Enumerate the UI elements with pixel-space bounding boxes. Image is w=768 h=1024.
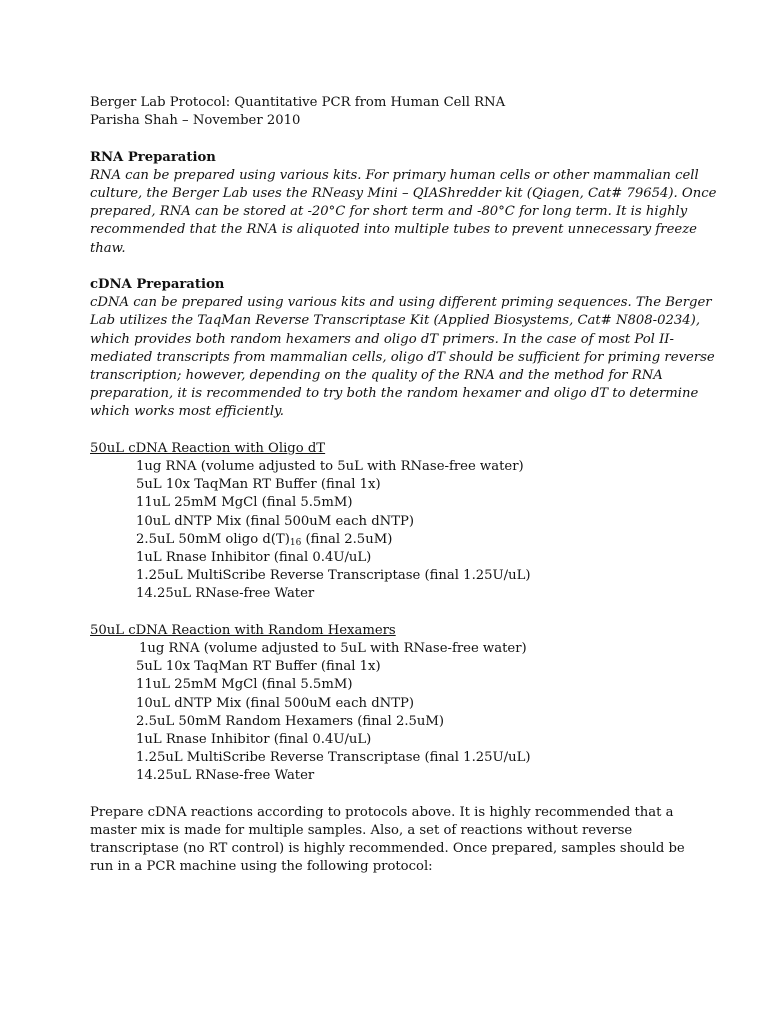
paragraph-line: culture, the Berger Lab uses the RNeasy Mini – QIAShredder kit (Qiagen, Cat# 79654). Once — [90, 186, 717, 201]
random-hexamer-reaction-heading: 50uL cDNA Reaction with Random Hexamers — [90, 622, 396, 638]
reagent-item: 2.5uL 50mM Random Hexamers (final 2.5uM) — [136, 713, 445, 729]
paragraph-line: cDNA can be prepared using various kits and using different priming sequences. The Berger — [90, 295, 712, 311]
reagent-text: (final 2.5uM) — [301, 531, 393, 547]
paragraph-line: mediated transcripts from mammalian cells, oligo dT should be sufficient for priming reverse — [90, 349, 715, 365]
reagent-item: 5uL 10x TaqMan RT Buffer (final 1x) — [136, 659, 381, 675]
reagent-item: 1ug RNA (volume adjusted to 5uL with RNase-free water) — [139, 641, 527, 657]
reagent-item: 1uL Rnase Inhibitor (final 0.4U/uL) — [136, 550, 372, 566]
paragraph-line: Prepare cDNA reactions according to protocols above. It is highly recommended that a — [90, 804, 674, 820]
paragraph-line: recommended that the RNA is aliquoted into multiple tubes to prevent unnecessary freeze — [90, 222, 697, 238]
reagent-item: 5uL 10x TaqMan RT Buffer (final 1x) — [136, 477, 381, 493]
author-date: Parisha Shah – November 2010 — [90, 113, 301, 129]
reagent-text: 2.5uL 50mM oligo d(T) — [136, 531, 290, 547]
reagent-item: 10uL dNTP Mix (final 500uM each dNTP) — [136, 513, 415, 529]
reagent-item: 14.25uL RNase-free Water — [136, 768, 315, 784]
paragraph-line: prepared, RNA can be stored at -20°C for short term and -80°C for long term. It is highly — [90, 204, 688, 220]
paragraph-line: run in a PCR machine using the following protocol: — [90, 859, 433, 875]
reagent-item: 1.25uL MultiScribe Reverse Transcriptase (final 1.25U/uL) — [136, 568, 531, 584]
cdna-preparation-paragraph — [90, 294, 715, 421]
paragraph-line: which provides both random hexamers and oligo dT primers. In the case of most Pol II- — [90, 331, 674, 347]
paragraph-line: which works most efficiently. — [90, 404, 284, 420]
reagent-item — [90, 531, 708, 549]
paragraph-line: preparation, it is recommended to try both the random hexamer and oligo dT to determine — [90, 386, 699, 402]
spacer — [90, 258, 708, 276]
paragraph-line: transcriptase (no RT control) is highly recommended. Once prepared, samples should be — [90, 841, 685, 857]
paragraph-line: transcription; however, depending on the quality of the RNA and the method for RNA — [90, 368, 663, 384]
random-hexamer-reagent-list — [90, 640, 708, 786]
rna-preparation-heading: RNA Preparation — [90, 149, 216, 165]
spacer — [90, 604, 708, 622]
reagent-item: 1ug RNA (volume adjusted to 5uL with RNase-free water) — [136, 459, 524, 475]
spacer — [90, 130, 708, 148]
spacer — [90, 786, 708, 804]
rna-preparation-paragraph — [90, 167, 717, 258]
paragraph-line: Lab utilizes the TaqMan Reverse Transcriptase Kit (Applied Biosystems, Cat# N808-0234), — [90, 313, 701, 329]
closing-paragraph — [90, 804, 708, 877]
reagent-item: 11uL 25mM MgCl (final 5.5mM) — [136, 495, 353, 511]
cdna-preparation-heading: cDNA Preparation — [90, 277, 225, 292]
reagent-item: 1uL Rnase Inhibitor (final 0.4U/uL) — [136, 732, 372, 748]
reagent-item: 1.25uL MultiScribe Reverse Transcriptase (final 1.25U/uL) — [136, 750, 531, 766]
spacer — [90, 422, 708, 440]
subscript: 16 — [289, 537, 302, 548]
paragraph-line: RNA can be prepared using various kits. For primary human cells or other mammalian cell — [90, 167, 699, 183]
reagent-item: 11uL 25mM MgCl (final 5.5mM) — [136, 677, 353, 693]
oligo-dt-reagent-list — [90, 458, 708, 604]
reagent-item: 10uL dNTP Mix (final 500uM each dNTP) — [136, 695, 415, 711]
document-title: Berger Lab Protocol: Quantitative PCR from Human Cell RNA — [90, 95, 506, 110]
paragraph-line: master mix is made for multiple samples. Also, a set of reactions without reverse — [90, 823, 633, 839]
paragraph-line: thaw. — [90, 240, 126, 256]
reagent-item: 14.25uL RNase-free Water — [136, 586, 315, 602]
oligo-dt-reaction-heading: 50uL cDNA Reaction with Oligo dT — [90, 440, 326, 456]
